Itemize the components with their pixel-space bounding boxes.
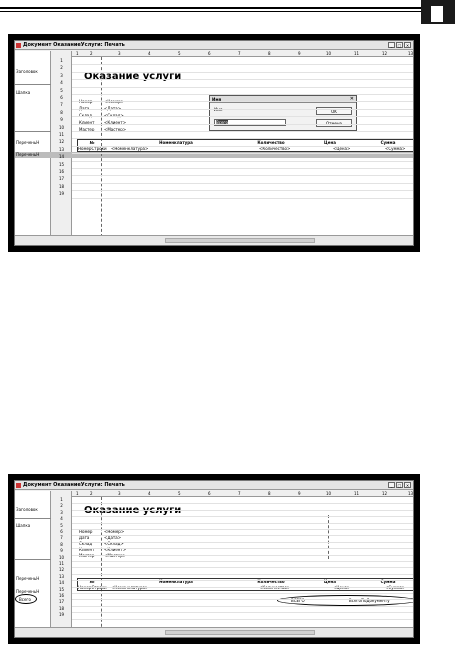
dialog-name-label: Имя: [214, 107, 223, 112]
table-cell-number: НомерСтроки: [78, 585, 107, 590]
column-separator: [328, 515, 329, 559]
field-label: Номер: [79, 529, 93, 534]
table-cell-quantity: <Количество>: [259, 585, 291, 590]
row-number[interactable]: 19: [58, 612, 65, 618]
table-header-number: №: [89, 140, 95, 145]
maximize-button[interactable]: □: [397, 483, 402, 488]
col-header[interactable]: 3: [118, 51, 121, 56]
row-gridline: [72, 161, 413, 162]
totals-value: ВсегоПоДокументу: [349, 598, 390, 603]
col-header[interactable]: 12: [382, 51, 388, 56]
row-number[interactable]: 2: [60, 65, 63, 71]
field-value: <Дата>: [104, 106, 122, 111]
col-header[interactable]: 4: [148, 51, 151, 56]
header-rule: [0, 7, 421, 9]
spreadsheet-grid[interactable]: [15, 51, 413, 235]
close-button[interactable]: ✕: [405, 43, 410, 48]
field-value: <Мастер>: [104, 127, 127, 132]
col-header[interactable]: 5: [178, 491, 181, 496]
minimize-button[interactable]: _: [388, 42, 395, 48]
column-header-row: [72, 51, 413, 57]
row-number[interactable]: 18: [58, 183, 65, 189]
field-value: <Клиент>: [104, 547, 127, 552]
row-gridline: [72, 153, 413, 154]
col-header[interactable]: 4: [148, 491, 151, 496]
col-header[interactable]: 5: [178, 51, 181, 56]
page-tab: [421, 0, 455, 24]
row-number[interactable]: 12: [58, 139, 65, 145]
minimize-button[interactable]: _: [388, 482, 395, 488]
field-label: Дата: [79, 535, 90, 540]
col-header[interactable]: 11: [354, 51, 360, 56]
header-rule-thin: [0, 11, 421, 12]
field-label: Клиент: [79, 547, 95, 552]
window-title: Документ ОказаниеУслуги: Печать: [23, 42, 125, 48]
row-number[interactable]: 10: [58, 124, 65, 130]
row-number[interactable]: 5: [60, 522, 63, 528]
window-titlebar[interactable]: [15, 41, 413, 50]
col-header[interactable]: 10: [326, 51, 332, 56]
row-number[interactable]: 9: [60, 117, 63, 123]
row-gridline: [72, 529, 413, 530]
section-label-list[interactable]: ПереченьН: [16, 576, 40, 581]
row-gridline: [72, 101, 413, 102]
section-divider: [15, 84, 51, 85]
section-label-cap[interactable]: Шапка: [16, 90, 31, 95]
row-number[interactable]: 7: [60, 102, 63, 108]
row-number[interactable]: 1: [60, 497, 63, 502]
section-divider: [15, 559, 51, 560]
section-label-cap[interactable]: Шапка: [16, 523, 31, 528]
table-cell-number: НомерСтроки: [78, 146, 107, 151]
section-label-header[interactable]: Заголовок: [16, 69, 38, 74]
col-header[interactable]: 3: [118, 491, 121, 496]
row-gridline: [72, 567, 413, 568]
row-gridline: [72, 606, 413, 607]
row-gridline: [72, 555, 413, 556]
table-header-price: Цена: [324, 140, 336, 145]
dialog-name-input[interactable]: [214, 119, 286, 126]
document-icon: [16, 43, 21, 48]
col-header[interactable]: 7: [238, 491, 241, 496]
dialog-input-value: Всего: [216, 120, 228, 125]
cancel-button[interactable]: Отмена: [316, 119, 352, 127]
document-icon: [16, 483, 21, 488]
row-number[interactable]: 1: [60, 58, 63, 63]
row-number[interactable]: 11: [58, 132, 65, 137]
col-header[interactable]: 8: [268, 51, 271, 56]
field-value: <Дата>: [104, 535, 122, 540]
field-label: Номер: [79, 99, 93, 104]
col-header[interactable]: 1: [76, 51, 79, 56]
row-number[interactable]: 11: [58, 561, 65, 566]
close-button[interactable]: ✕: [405, 483, 410, 488]
row-number[interactable]: 16: [58, 169, 65, 174]
row-number[interactable]: 18: [58, 605, 65, 611]
row-gridline: [72, 138, 413, 139]
table-header-nomenclature: Номенклатура: [159, 140, 193, 145]
section-label-total[interactable]: Всего: [19, 597, 31, 602]
row-gridline: [72, 94, 413, 95]
col-header[interactable]: 12: [382, 491, 388, 496]
table-header-quantity: Количество: [257, 140, 285, 145]
row-gridline: [72, 146, 413, 147]
section-label-list[interactable]: ПереченьН: [16, 589, 40, 594]
row-gridline: [72, 561, 413, 562]
scrollbar-thumb[interactable]: [165, 238, 315, 243]
row-gridline: [72, 619, 413, 620]
sheet-heading: Оказание услуги: [84, 71, 182, 82]
row-number[interactable]: 3: [60, 509, 63, 515]
row-gridline: [72, 198, 413, 199]
row-number[interactable]: 6: [60, 529, 63, 534]
field-value: <Склад>: [104, 113, 124, 118]
window-title: Документ ОказаниеУслуги: Печать: [23, 482, 125, 488]
row-gridline: [72, 503, 413, 504]
row-number[interactable]: 17: [58, 176, 65, 182]
row-gridline: [72, 79, 413, 80]
totals-label: ВСЕГО: [291, 598, 305, 603]
col-header[interactable]: 13: [408, 491, 413, 496]
tab-notch: [431, 6, 443, 22]
horizontal-scrollbar[interactable]: [15, 235, 413, 245]
row-number[interactable]: 19: [58, 191, 65, 197]
screenshot-top: [8, 34, 420, 252]
spreadsheet-grid[interactable]: [15, 491, 413, 627]
row-gridline: [72, 168, 413, 169]
row-number[interactable]: 13: [58, 573, 65, 579]
row-gridline: [72, 175, 413, 176]
row-gridline: [72, 612, 413, 613]
table-cell-price: <Цена>: [333, 585, 351, 590]
col-header[interactable]: 2: [90, 491, 93, 496]
section-label-list[interactable]: ПереченьН: [16, 140, 40, 145]
row-gridline: [72, 523, 413, 524]
row-gridline: [72, 109, 413, 110]
row-gridline: [72, 599, 413, 600]
report-window: [14, 480, 414, 638]
row-number[interactable]: 14: [58, 580, 65, 586]
row-number[interactable]: 14: [58, 154, 65, 160]
col-header[interactable]: 1: [76, 491, 79, 496]
row-number[interactable]: 3: [60, 72, 63, 78]
row-number[interactable]: 16: [58, 593, 65, 598]
scrollbar-thumb[interactable]: [165, 630, 315, 635]
col-header[interactable]: 6: [208, 491, 211, 496]
column-header-row: [72, 491, 413, 497]
field-value: <Склад>: [104, 541, 124, 546]
row-gridline: [72, 548, 413, 549]
row-gridline: [72, 190, 413, 191]
field-label: Склад: [79, 541, 92, 546]
page-header-bar: [0, 0, 463, 14]
row-number[interactable]: 6: [60, 95, 63, 100]
table-cell-nomenclature: <Номенклатура>: [111, 585, 149, 590]
row-gridline: [72, 516, 413, 517]
row-number[interactable]: 9: [60, 548, 63, 554]
section-label-list[interactable]: ПереченьН: [16, 152, 40, 157]
table-header-number: №: [89, 579, 95, 584]
sheet-heading: Оказание услуги: [84, 505, 182, 516]
section-divider: [15, 131, 51, 132]
row-gridline: [72, 64, 413, 65]
field-value: <Номер>: [104, 529, 125, 534]
row-number[interactable]: 10: [58, 554, 65, 560]
col-header[interactable]: 6: [208, 51, 211, 56]
ok-button[interactable]: OK: [316, 107, 352, 115]
row-gridline: [72, 587, 413, 588]
row-gridline: [72, 87, 413, 88]
row-number[interactable]: 5: [60, 87, 63, 93]
maximize-button[interactable]: □: [397, 43, 402, 48]
table-header-nomenclature: Номенклатура: [159, 579, 193, 584]
field-value: <Номер>: [104, 99, 125, 104]
screenshot-bottom: [8, 474, 420, 644]
row-number[interactable]: 7: [60, 535, 63, 541]
table-header-quantity: Количество: [257, 579, 285, 584]
row-number[interactable]: 4: [60, 80, 63, 86]
col-header[interactable]: 9: [298, 51, 301, 56]
row-gridline: [72, 574, 413, 575]
horizontal-scrollbar[interactable]: [15, 627, 413, 637]
row-gridline: [72, 510, 413, 511]
highlight-oval: [15, 594, 37, 604]
table-header-sum: Сумма: [380, 579, 396, 584]
col-header[interactable]: 9: [298, 491, 301, 496]
col-header[interactable]: 7: [238, 51, 241, 56]
section-label-header[interactable]: Заголовок: [16, 507, 38, 512]
row-number[interactable]: 12: [58, 567, 65, 573]
col-header[interactable]: 10: [326, 491, 332, 496]
table-cell-quantity: <Количество>: [259, 146, 291, 151]
table-cell-sum: <Сумма>: [385, 146, 406, 151]
row-gridline: [72, 72, 413, 73]
field-label: Мастер: [79, 553, 95, 558]
field-value: <Мастер>: [104, 553, 127, 558]
window-titlebar[interactable]: [15, 481, 413, 490]
row-gridline: [72, 116, 413, 117]
name-dialog: [209, 95, 357, 131]
col-header[interactable]: 13: [408, 51, 413, 56]
field-label: Мастер: [79, 127, 95, 132]
dialog-title: Имя: [212, 97, 222, 102]
row-number[interactable]: 17: [58, 599, 65, 605]
row-gridline: [72, 580, 413, 581]
row-gridline: [72, 542, 413, 543]
row-number[interactable]: 15: [58, 161, 65, 167]
row-gridline: [72, 183, 413, 184]
report-window: [14, 40, 414, 246]
field-label: Склад: [79, 113, 92, 118]
row-number[interactable]: 2: [60, 503, 63, 509]
table-header-price: Цена: [324, 579, 336, 584]
field-value: <Клиент>: [104, 120, 127, 125]
col-header[interactable]: 2: [90, 51, 93, 56]
row-gridline: [72, 131, 413, 132]
row-number[interactable]: 15: [58, 586, 65, 592]
col-header[interactable]: 8: [268, 491, 271, 496]
dialog-close-icon[interactable]: ✕: [349, 96, 354, 102]
row-gridline: [72, 535, 413, 536]
section-divider: [15, 518, 51, 519]
table-cell-sum: <Сумма>: [385, 585, 406, 590]
row-gridline: [72, 124, 413, 125]
col-header[interactable]: 11: [354, 491, 360, 496]
row-number[interactable]: 8: [60, 541, 63, 547]
row-number[interactable]: 4: [60, 516, 63, 522]
row-gridline: [72, 593, 413, 594]
field-label: Клиент: [79, 120, 95, 125]
row-number[interactable]: 13: [58, 146, 65, 152]
table-cell-price: <Цена>: [333, 146, 351, 151]
table-header-sum: Сумма: [380, 140, 396, 145]
row-number[interactable]: 8: [60, 109, 63, 115]
field-label: Дата: [79, 106, 90, 111]
table-cell-nomenclature: <Номенклатура>: [111, 146, 149, 151]
